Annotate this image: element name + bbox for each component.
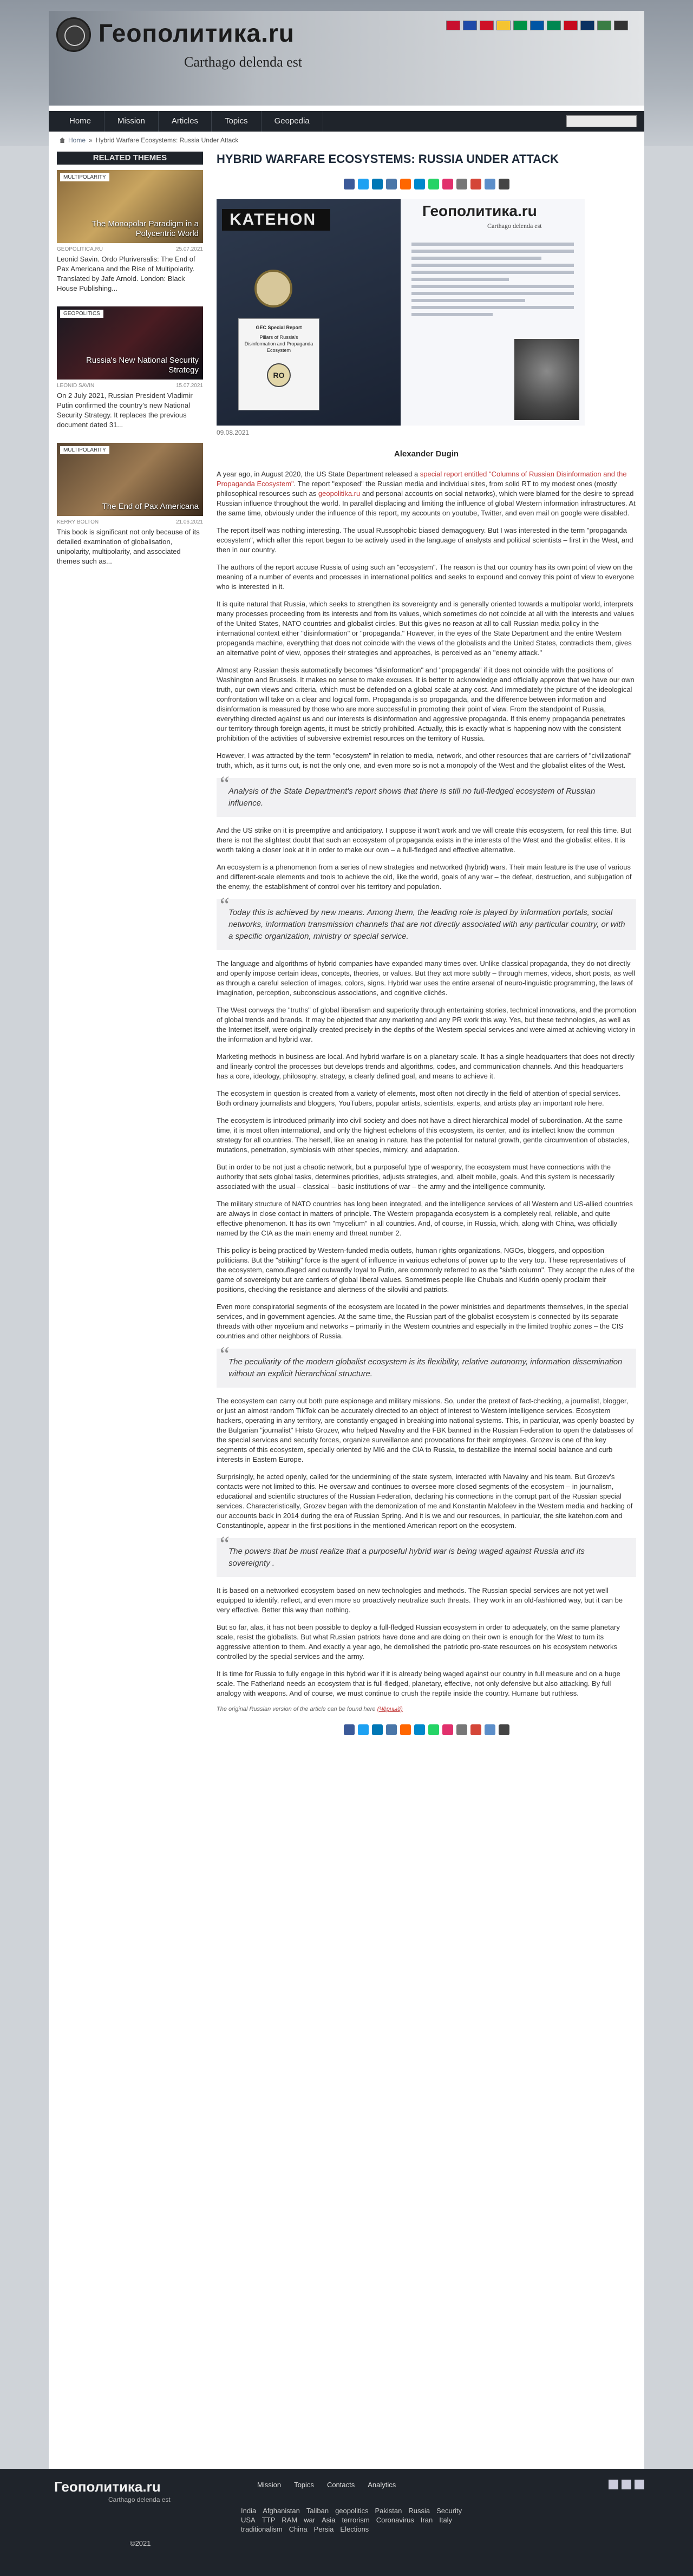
article-paragraph: And the US strike on it is preemptive and anticipatory. I suppose it won't work and we will create this ecosystem, for real this time. But there is not the slightest doubt that such an ecosystem of propaganda exists in the interests of the West and the globalist elites. It is worth taking a closer look at it in order to make our own – a full-fledged and effective alternative. [217, 826, 631, 854]
footer-tag[interactable]: Elections [340, 2525, 369, 2533]
footer-tag-cloud [241, 2507, 474, 2533]
footer-tag[interactable]: India [241, 2507, 257, 2515]
related-card-meta [57, 380, 203, 391]
share-icon[interactable] [428, 179, 439, 189]
footer-tag[interactable]: geopolitics [335, 2507, 369, 2515]
article-paragraph: However, I was attracted by the term "ecosystem" in relation to media, network, and other resources that are carriers of "civilizational" truth, which, as it turns out, is not the only one, and even more so is not a monopoly of the West and the globalist elites of the West. [217, 751, 632, 769]
telegram-icon[interactable] [635, 2480, 644, 2489]
related-card-meta [57, 243, 203, 254]
footer-social [609, 2480, 644, 2489]
site-title[interactable]: Геополитика.ru [99, 19, 295, 47]
language-flag-icon[interactable] [547, 21, 561, 30]
related-card-source: KERRY BOLTON [57, 519, 99, 525]
report-link[interactable]: special report entitled "Columns of Russian Disinformation and the Propaganda Ecosystem" [217, 470, 627, 488]
share-icon[interactable] [414, 1724, 425, 1735]
article-paragraph: The ecosystem is introduced primarily into civil society and does not have a direct hierarchical model of subordination. At the same time, it is most often international, and only the highest echelons of this ecosystem, its center, and its intellect know the common strategy for all countries. The herself, like an analog in nature, has the potential for natural growth, gentle circumvention of obstacles, mutations, penetration, symbiosis with other species, mimicry, and adaptation. [217, 1116, 630, 1154]
hero-brand: Геополитика.ru [422, 202, 537, 219]
related-card-caption[interactable]: The End of Pax Americana [102, 502, 199, 511]
share-icon[interactable] [428, 1724, 439, 1735]
footer-tag[interactable]: Afghanistan [263, 2507, 300, 2515]
email-icon[interactable] [609, 2480, 618, 2489]
rss-icon[interactable] [622, 2480, 631, 2489]
footer-tag[interactable]: Persia [313, 2525, 334, 2533]
article [217, 152, 636, 1745]
hero-report-subtitle: Pillars of Russia's Disinformation and Propaganda Ecosystem [244, 335, 313, 353]
share-icon[interactable] [386, 179, 397, 189]
hero-report-title: GEC Special Report [256, 325, 302, 330]
share-icon[interactable] [400, 179, 411, 189]
language-flags [446, 21, 628, 30]
related-card-image[interactable] [57, 443, 203, 516]
language-flag-icon[interactable] [614, 21, 628, 30]
quote-icon: “ [220, 1342, 230, 1367]
breadcrumb-home[interactable]: Home [68, 136, 86, 144]
footer-tagline: Carthago delenda est [108, 2496, 171, 2503]
article-paragraph: The West conveys the "truths" of global liberalism and superiority through entertaining stories, technical innovations, and the promotion of global trends and brands. It may be objected that any marketing and any PR work this way. Yes, but these technologies, as well as the Internet itself, were originally created precisely in the depths of the Western special services and were aimed at achieving victory in the information and hybrid war. [217, 1006, 636, 1043]
nav-geopedia[interactable]: Geopedia [261, 111, 323, 132]
hero-katehon-label: KATEHON [222, 209, 330, 231]
language-flag-icon[interactable] [580, 21, 594, 30]
article-title: HYBRID WARFARE ECOSYSTEMS: RUSSIA UNDER ATTACK [217, 152, 559, 166]
share-icon[interactable] [344, 179, 355, 189]
related-card-badge: GEOPOLITICS [60, 310, 103, 318]
share-icon[interactable] [400, 1724, 411, 1735]
footer-logo[interactable]: Геополитика.ru [54, 2479, 161, 2495]
sidebar [57, 152, 203, 574]
article-paragraph: The military structure of NATO countries has long been integrated, and the intelligence services of all Western and US-allied countries are always in close contact in matters of principle. The Western propaganda ecosystem is a completely real, reliable, and quite effective phenomenon. It has its own "mycelium" in all countries. And, of course, in Russia, which, along with China, was officially named by the CIA as the main enemy and threat number 2. [217, 1200, 633, 1237]
article-paragraph: It is time for Russia to fully engage in this hybrid war if it is already being waged against our country in full measure and on a huge scale. The Fatherland needs an ecosystem that is full-fledged, planetary, effective, not only defensive but also attacking. By full analogy with weapons. And of course, we must continue to crush the reptile inside the country. Humane but ruthless. [217, 1670, 620, 1697]
related-card[interactable] [57, 306, 203, 437]
share-icon[interactable] [358, 1724, 369, 1735]
share-icon[interactable] [499, 1724, 509, 1735]
article-paragraph: A year ago, in August 2020, the US State Department released a special report entitled "Columns of Russian Disinformation and the Propaganda Ecosystem". The report "exposed" the Russian media and individual sites, from solid RT to my modest ones (mostly philosophical resources such as geopolitika.ru and personal accounts on social networks), which were blamed for the desire to spread Russian influence throughout the world. In parallel displacing and limiting the influence of global Western information infrastructures. At the same time, obviously under the influence of this report, my accounts on youtube, Twitter, and even mail on google were disabled. [217, 470, 636, 517]
article-paragraph: The report itself was nothing interesting. The usual Russophobic biased demagoguery. But I was interested in the term "propaganda ecosystem", which after this report began to be actively used in the language of analysts and political scientists – first in the West, and then in our country. [217, 526, 633, 554]
pull-quote: “ Today this is achieved by new means. Among them, the leading role is played by information portals, social networks, information transmission channels that are not directly associated with any particular country, or with a specific organization, ministry or special service. [217, 899, 636, 950]
language-flag-icon[interactable] [496, 21, 511, 30]
article-paragraph: It is based on a networked ecosystem based on new technologies and methods. The Russian special services are not yet well equipped to identify, reflect, and even more so proactively neutralize such threats. They work in an old-fashioned way, but it can be very effective. Better this way than nothing. [217, 1586, 623, 1614]
article-author[interactable]: Alexander Dugin [394, 449, 459, 459]
footer-tag[interactable]: Coronavirus [376, 2516, 414, 2524]
article-paragraph: An ecosystem is a phenomenon from a series of new strategies and networked (hybrid) wars. Their main feature is the use of various and different-scale elements and tools to achieve the old, like the world, goals of any war – the defeat, destruction, and subjugation of the enemy, the establishment of control over his territory and population. [217, 863, 632, 891]
related-card-caption[interactable]: The Monopolar Paradigm in a Polycentric World [91, 219, 199, 238]
share-icon[interactable] [456, 1724, 467, 1735]
related-card-date: 21.06.2021 [175, 519, 203, 525]
state-department-seal-icon [254, 270, 292, 308]
nav-topics[interactable]: Topics [212, 111, 261, 132]
related-card[interactable] [57, 443, 203, 574]
related-card-caption[interactable]: Russia's New National Security Strategy [86, 356, 199, 375]
original-version-link[interactable]: (Чёрный) [377, 1706, 403, 1712]
footer-tag[interactable]: TTP [261, 2516, 276, 2524]
hero-portrait [514, 339, 579, 420]
footer-tag[interactable]: Asia [322, 2516, 336, 2524]
site-tagline: Carthago delenda est [184, 54, 303, 70]
related-card-meta [57, 516, 203, 527]
site-logo-emblem[interactable] [56, 17, 91, 52]
related-card-source: LEONID SAVIN [57, 383, 95, 389]
hero-left-panel [217, 199, 401, 426]
related-card-image[interactable] [57, 170, 203, 243]
related-card-badge: MULTIPOLARITY [60, 173, 109, 181]
pull-quote: “ The powers that be must realize that a purposeful hybrid war is being waged against Russia and its sovereignty . [217, 1538, 636, 1577]
share-icon[interactable] [456, 179, 467, 189]
site-header [49, 11, 644, 106]
article-paragraph: But in order to be not just a chaotic network, but a purposeful type of weaponry, the ecosystem must have connections with the authority that sets global tasks, determines priorities, adjusts strategies, and, albeit mobile, goals. And this system is necessarily associated with the usual – classical – basic institutions of war – the army and the intelligence community. [217, 1163, 614, 1191]
article-paragraph: Marketing methods in business are local. And hybrid warfare is on a planetary scale. It has a single headquarters that does not directly and linearly control the processes but develops trends and algorithms, codes, and communication channels. And this headquarters has a core, ideology, philosophy, strategy, a clearly defined goal, and means to achieve it. [217, 1052, 635, 1080]
footer-tag[interactable]: USA [241, 2516, 256, 2524]
language-flag-icon[interactable] [513, 21, 527, 30]
footer-nav-analytics[interactable]: Analytics [368, 2481, 396, 2489]
footer-tag[interactable]: Italy [439, 2516, 453, 2524]
pull-quote: “ Analysis of the State Department's report shows that there is still no full-fledged ecosystem of Russian influence. [217, 778, 636, 817]
related-card-date: 15.07.2021 [175, 383, 203, 389]
share-icon[interactable] [499, 179, 509, 189]
site-footer [0, 2469, 693, 2576]
share-icon[interactable] [442, 179, 453, 189]
article-paragraph: The ecosystem in question is created from a variety of elements, most often not directly in the field of attention of special services. Both ordinary journalists and bloggers, YouTubers, popular artists, scientists, experts, and artists play an important role here. [217, 1089, 621, 1107]
article-paragraph: But so far, alas, it has not been possible to deploy a full-fledged Russian ecosystem in order to adequately, on the same planetary scale, resist the globalists. But what Russian patriots have done and are doing on their own is enough for the West to turn its aggressive attention to them. And exactly a year ago, he demolished the patriotic pro-state resources on his ecosystem networks controlled by the special services and the army. [217, 1623, 620, 1660]
share-bar-bottom [217, 1724, 636, 1735]
footer-nav-mission[interactable]: Mission [257, 2481, 282, 2489]
footer-tag[interactable]: Security [436, 2507, 462, 2515]
hero-right-panel [401, 199, 585, 426]
search-input[interactable] [566, 115, 637, 127]
language-flag-icon[interactable] [480, 21, 494, 30]
share-icon[interactable] [372, 179, 383, 189]
hero-text-lines [411, 243, 574, 320]
footer-tag[interactable]: Iran [420, 2516, 433, 2524]
related-card[interactable] [57, 170, 203, 301]
hero-report-cover [238, 318, 319, 410]
related-card-image[interactable] [57, 306, 203, 380]
pull-quote: “ The peculiarity of the modern globalist ecosystem is its flexibility, relative autonomy, information dissemination without an explicit hierarchical structure. [217, 1349, 636, 1388]
footer-tag[interactable]: terrorism [342, 2516, 370, 2524]
article-paragraph: Surprisingly, he acted openly, called for the undermining of the state system, interacted with Navalny and his team. But Grozev's contacts were not limited to this. He oversaw and continues to oversee more closed segments of the ecosystem – in journalism, educational and scientific structures of the Russian Federation, declaring his connections in the corrupt part of the Russian special services. Characteristically, Grozev began with the demonization of me and Konstantin Malofeev in the Western media and hacking of our accounts back in 2014 during the era of Russian Spring. And it is we and our resources, in particular, the site katehon.com and Constantinople, appear in the first positions in the mentioned American report on the ecosystem. [217, 1473, 633, 1529]
article-paragraph: It is quite natural that Russia, which seeks to strengthen its sovereignty and is generally oriented towards a multipolar world, interprets many processes proceeding from its interests and from its values, which sometimes do not coincide at all with the interests and values of the United States, NATO countries and globalist circles. But this gives no reason at all to call Russian media policy in the international context either "disinformation" or "propaganda." However, in the eyes of the State Department and the entire Western propaganda machine, everything that does not coincide with the views of the globalists and the United States, contradicts them, gives an alternative point of view, opposes their strategies and approaches, is perceived as an "enemy attack." [217, 600, 634, 657]
footer-tag[interactable]: war [304, 2516, 316, 2524]
quote-icon: “ [220, 772, 230, 796]
share-icon[interactable] [485, 1724, 495, 1735]
footer-copyright: ©2021 [130, 2539, 151, 2547]
page-container [49, 11, 644, 2474]
share-icon[interactable] [470, 179, 481, 189]
related-card-text: Leonid Savin. Ordo Pluriversalis: The End of Pax Americana and the Rise of Multipolarity. Translated by Jafe Arnold. London: Black House Publishing... [57, 255, 195, 292]
share-icon[interactable] [414, 179, 425, 189]
related-card-source: GEOPOLITICA.RU [57, 246, 103, 252]
sidebar-heading: RELATED THEMES [57, 152, 203, 165]
article-date: 09.08.2021 [217, 429, 250, 436]
related-card-text: This book is significant not only because of its detailed examination of globalisation, unipolarity, multipolarity, and associated themes such as... [57, 528, 200, 565]
source-note: The original Russian version of the article can be found here (Чёрный) [217, 1706, 403, 1712]
language-flag-icon[interactable] [564, 21, 578, 30]
footer-tag[interactable]: RAM [282, 2516, 298, 2524]
related-card-text: On 2 July 2021, Russian President Vladimir Putin confirmed the country's new National Security Strategy. It replaces the previous document dated 31... [57, 391, 193, 429]
footer-tag[interactable]: Taliban [306, 2507, 329, 2515]
language-flag-icon[interactable] [463, 21, 477, 30]
breadcrumb-current: Hybrid Warfare Ecosystems: Russia Under Attack [95, 136, 239, 144]
share-icon[interactable] [358, 179, 369, 189]
footer-nav [257, 2481, 396, 2489]
geopolitika-link[interactable]: geopolitika.ru [318, 489, 361, 498]
footer-tag[interactable]: China [289, 2525, 308, 2533]
share-icon[interactable] [344, 1724, 355, 1735]
language-flag-icon[interactable] [530, 21, 544, 30]
quote-icon: “ [220, 1532, 230, 1556]
article-paragraph: The language and algorithms of hybrid companies have expanded many times over. Unlike classical propaganda, they do not directly and openly impose certain ideas, concepts, theories, or values. But they act more subtly – through memes, videos, short posts, as well as through a careful selection of images, colors, signs. Hybrid war uses the entire arsenal of neuro-linguistic programming, the laws of imagination, perception, subconscious associations, and cognitive clichés. [217, 959, 636, 997]
language-flag-icon[interactable] [597, 21, 611, 30]
footer-nav-topics[interactable]: Topics [294, 2481, 314, 2489]
home-icon[interactable] [60, 138, 65, 143]
breadcrumb [60, 136, 238, 144]
nav-articles[interactable]: Articles [159, 111, 212, 132]
related-card-badge: MULTIPOLARITY [60, 446, 109, 454]
hero-brand-tagline: Carthago delenda est [487, 222, 542, 230]
article-paragraph: The ecosystem can carry out both pure espionage and military missions. So, under the pretext of fact-checking, a journalist, blogger, or just an almost random TikTok can be accurately directed to an object of interest to Western intelligence services. Ecosystem hackers, operating in any territory, are constantly engaged in breaking into national systems. This, in particular, was openly boasted by the Bulgarian "journalist" Hristo Grozev, who helped Navalny and the FBK banned in the Russian Federation to open the databases of the special services and security forces, organize surveillance and provocations for their employees. Grozev is one of the key segments of this ecosystem, specially oriented by MI6 and the CIA to Russia, to destabilize the internal social balance and curb interests in Eastern Europe. [217, 1397, 635, 1463]
language-flag-icon[interactable] [446, 21, 460, 30]
breadcrumb-separator: » [89, 136, 93, 144]
main-nav [49, 111, 644, 132]
share-icon[interactable] [485, 179, 495, 189]
article-paragraph: Even more conspiratorial segments of the ecosystem are located in the power ministries and departments themselves, in the special services, and in government agencies. At the same time, the Russian part of the globalist ecosystem is connected by its separate threads with other mycelium and networks – primarily in the Western countries and especially in the limited trophic zones – the CIS countries and other neighbors of Russia. [217, 1303, 629, 1340]
related-card-date: 25.07.2021 [175, 246, 203, 252]
quote-icon: “ [220, 893, 230, 917]
footer-tag[interactable]: Russia [408, 2507, 430, 2515]
footer-tag[interactable]: traditionalism [241, 2525, 283, 2533]
share-icon[interactable] [372, 1724, 383, 1735]
share-bar-top [217, 179, 636, 189]
article-paragraph: Almost any Russian thesis automatically becomes "disinformation" and "propaganda" if it does not coincide with the positions of Washington and Brussels. It makes no sense to make excuses. It is better to acknowledge and officially approve that we have our own truth, our own views and criteria, which must be defended on a global scale at any cost. And immediately the picture of the ideological confrontation will take on a clear and logical form. Propaganda is so propaganda, and the difference between information and disinformation is measured by those who are more successful in promoting their point of view. From the standpoint of Russia, everything directed against us and our interests is disinformation and aggressive propaganda. If this enemy propaganda penetrates our territory through foreign agents, it must be strictly prohibited. Actually, this is exactly what is happening now with the consistent prohibition of the activities of subversive extremist resources on the territory of Russia. [217, 666, 635, 742]
footer-nav-contacts[interactable]: Contacts [326, 2481, 355, 2489]
nav-home[interactable]: Home [56, 111, 104, 132]
nav-mission[interactable]: Mission [104, 111, 159, 132]
footer-tag[interactable]: Pakistan [375, 2507, 402, 2515]
share-icon[interactable] [470, 1724, 481, 1735]
hero-report-coin: RO [267, 363, 291, 387]
share-icon[interactable] [442, 1724, 453, 1735]
article-hero-image [217, 199, 585, 426]
share-icon[interactable] [386, 1724, 397, 1735]
article-paragraph: The authors of the report accuse Russia of using such an "ecosystem". The reason is that our country has its own point of view on the meaning of a number of events and processes in international politics and seeks to expound and convey this point of view to everyone who is interested in it. [217, 563, 635, 591]
article-paragraph: This policy is being practiced by Western-funded media outlets, human rights organizations, NGOs, bloggers, and opposition politicians. But the "striking" force is the agent of influence in various echelons of power up to the very top. These representatives of the ecosystem, camouflaged and outwardly loyal to Putin, are commonly referred to as the "sixth column". They accept the rules of the game of sovereignty but are carriers of global liberal values. Sometimes people like Chubais and Kudrin openly proclaim their positions, checking the resistance and alertness of the siloviki and patriots. [217, 1246, 635, 1293]
